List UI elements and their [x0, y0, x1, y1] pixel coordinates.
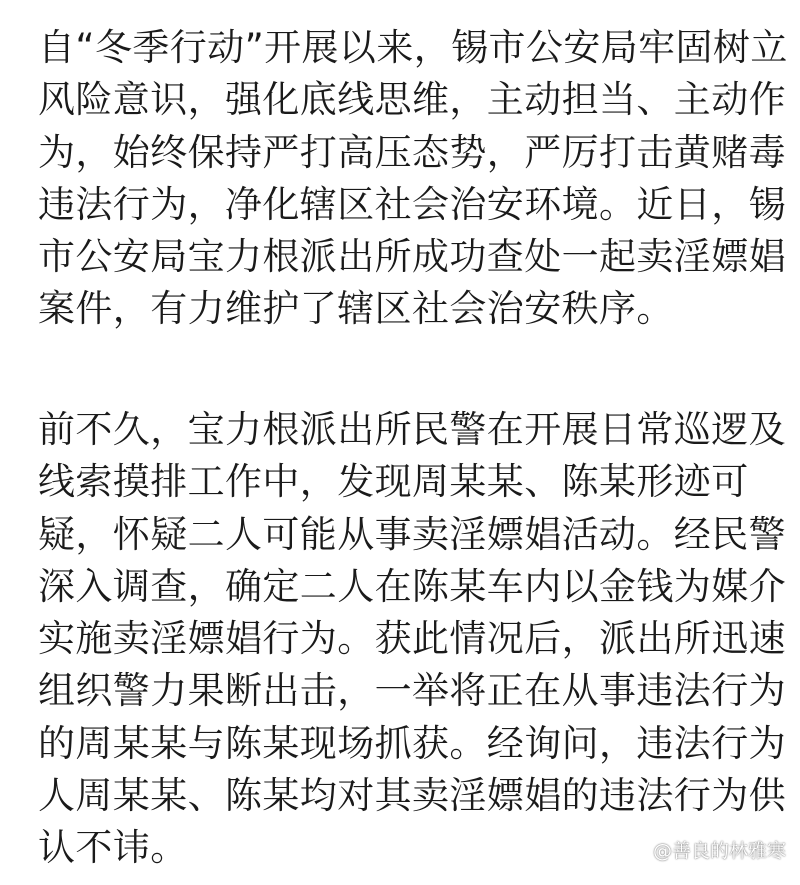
text-line: 市公安局宝力根派出所成功查处一起卖淫嫖娼 [38, 235, 786, 279]
text-line: 风险意识，强化底线思维，主动担当、主动作 [38, 78, 786, 122]
watermark [627, 836, 786, 863]
text-line: 认不讳。 [38, 826, 188, 870]
article-paragraph [38, 404, 786, 875]
weibo-logo-icon [627, 839, 649, 861]
text-line: 实施卖淫嫖娼行为。获此情况后，派出所迅速 [38, 617, 786, 661]
text-line: 违法行为，净化辖区社会治安环境。近日，锡 [38, 182, 786, 226]
article-paragraph [38, 22, 788, 336]
watermark-text: @善良的林雅寒 [652, 840, 786, 862]
text-line: 人周某某、陈某均对其卖淫嫖娼的违法行为供 [38, 774, 786, 818]
text-line: 组织警力果断出击，一举将正在从事违法行为 [38, 669, 786, 713]
text-line: 疑，怀疑二人可能从事卖淫嫖娼活动。经民警 [38, 512, 786, 556]
text-line: 案件，有力维护了辖区社会治安秩序。 [38, 287, 674, 331]
text-line: 前不久，宝力根派出所民警在开展日常巡逻及 [38, 408, 786, 451]
text-line: 深入调查，确定二人在陈某车内以金钱为媒介 [38, 564, 786, 608]
text-line: 线索摸排工作中，发现周某某、陈某形迹可 [38, 460, 749, 504]
text-line: 为，始终保持严打高压态势，严厉打击黄赌毒 [38, 130, 786, 174]
text-line: 自“冬季行动”开展以来，锡市公安局牢固树立 [38, 26, 788, 69]
text-line: 的周某某与陈某现场抓获。经询问，违法行为 [38, 721, 786, 765]
